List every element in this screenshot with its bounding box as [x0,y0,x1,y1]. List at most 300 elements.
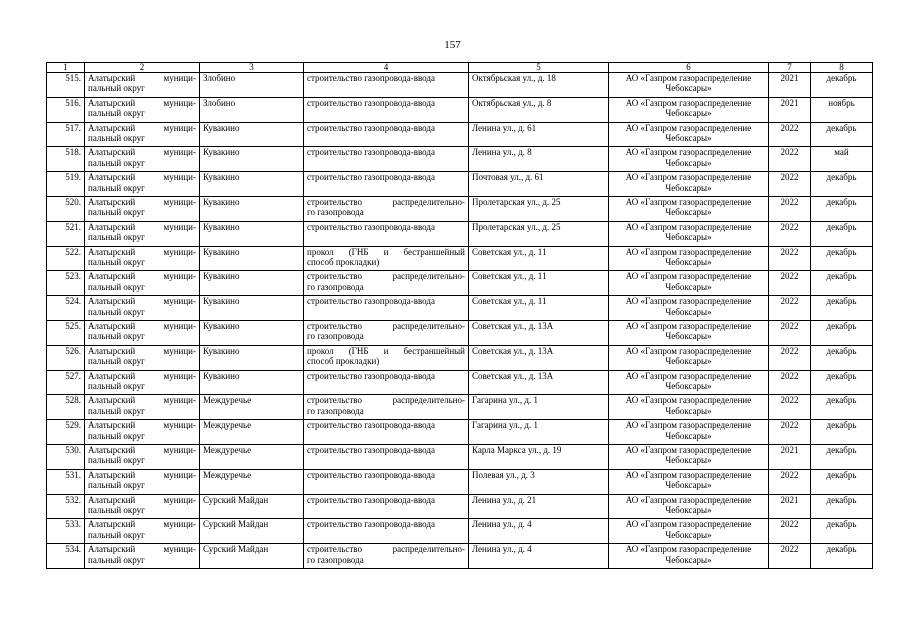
work-type-line-2: способ прокладки) [307,256,380,267]
operator-line-2: Чебоксары» [665,108,712,119]
district-line-2: пальный округ [88,331,145,342]
month-text: декабрь [826,345,857,356]
month-text: декабрь [826,519,857,530]
settlement-cell [200,494,304,519]
row-number [47,420,85,445]
row-number-text: 529. [65,420,81,431]
row-number-text: 532. [65,494,81,505]
district-word-2: муници- [163,395,196,406]
work-type-line-1 [307,395,465,405]
address-cell [469,147,609,172]
operator-line-1: АО «Газпром газораспределение [625,271,752,282]
work-type-word: бестраншейный [403,246,465,257]
row-number [47,444,85,469]
page-number: 157 [444,39,461,51]
settlement-cell [200,246,304,271]
address-text: Советская ул., д. 13А [472,345,554,356]
row-number-text: 520. [65,196,81,207]
year-text: 2022 [780,196,799,207]
work-type-line-2: го газопровода [307,331,364,342]
settlement-cell [200,296,304,321]
operator-cell [609,296,769,321]
work-type-line-1 [307,321,465,331]
work-type-line-1 [307,271,465,281]
address-text: Ленина ул., д. 4 [472,519,532,530]
year-text: 2022 [780,172,799,183]
district-word-1: Алатырский [88,147,136,158]
year-cell [769,122,811,147]
work-type-word: распределительно- [392,320,465,331]
year-text: 2022 [780,221,799,232]
month-cell [811,519,873,544]
work-type-cell [304,370,469,395]
address-cell [469,296,609,321]
month-text: декабрь [826,271,857,282]
work-type-line-1: строительство газопровода-ввода [307,97,435,108]
work-type-cell [304,444,469,469]
district-cell [85,345,200,370]
district-line-2: пальный округ [88,306,145,317]
operator-cell [609,494,769,519]
month-cell [811,122,873,147]
district-cell [85,444,200,469]
settlement-cell [200,73,304,98]
month-cell [811,246,873,271]
address-text: Октябрьская ул., д. 18 [472,73,556,83]
table-row [47,122,873,147]
settlement-text: Злобино [203,97,236,108]
row-number [47,147,85,172]
operator-cell [609,172,769,197]
operator-line-2: Чебоксары» [665,133,712,143]
settlement-text: Сурский Майдан [203,519,269,530]
address-text: Советская ул., д. 13А [472,370,554,381]
operator-line-2: Чебоксары» [665,256,712,267]
settlement-cell [200,544,304,569]
month-text: декабрь [826,196,857,207]
year-text: 2022 [780,469,799,480]
operator-line-1: АО «Газпром газораспределение [625,395,752,406]
settlement-cell [200,221,304,246]
month-cell [811,271,873,296]
column-number-2: 2 [85,63,200,73]
work-type-line-1: строительство газопровода-ввода [307,172,435,183]
work-type-line-1: строительство газопровода-ввода [307,147,435,158]
address-cell [469,420,609,445]
operator-cell [609,122,769,147]
district-word-1: Алатырский [88,420,136,431]
work-type-line-1: строительство газопровода-ввода [307,296,435,307]
work-type-word: и [383,246,389,257]
row-number-text: 533. [65,519,81,530]
year-cell [769,519,811,544]
row-number-text: 530. [65,444,81,455]
row-number-text: 526. [65,345,81,356]
month-cell [811,345,873,370]
work-type-cell [304,296,469,321]
month-text: декабрь [826,320,857,331]
address-cell [469,73,609,98]
district-word-2: муници- [163,122,196,133]
column-number-6: 6 [609,63,769,73]
work-type-line-2: го газопровода [307,281,364,292]
operator-line-1: АО «Газпром газораспределение [625,172,752,183]
work-type-cell [304,172,469,197]
settlement-cell [200,345,304,370]
operator-line-1: АО «Газпром газораспределение [625,97,752,108]
district-cell [85,420,200,445]
month-text: декабрь [826,172,857,183]
row-number-text: 515. [65,73,81,83]
address-text: Октябрьская ул., д. 8 [472,97,552,108]
table-row [47,519,873,544]
district-cell [85,147,200,172]
district-cell [85,519,200,544]
district-cell [85,370,200,395]
operator-cell [609,444,769,469]
district-cell [85,469,200,494]
column-number-row [47,63,873,73]
settlement-cell [200,172,304,197]
district-word-1: Алатырский [88,73,136,83]
work-type-word: (ГНБ [348,246,369,257]
district-word-2: муници- [163,345,196,356]
work-type-cell [304,73,469,98]
address-text: Пролетарская ул., д. 25 [472,196,561,207]
column-number-5: 5 [469,63,609,73]
work-type-line-2: способ прокладки) [307,356,380,367]
district-cell [85,122,200,147]
work-type-line-2: го газопровода [307,405,364,416]
settlement-text: Сурский Майдан [203,544,269,555]
district-word-1: Алатырский [88,519,136,530]
month-cell [811,444,873,469]
row-number-text: 519. [65,172,81,183]
operator-line-1: АО «Газпром газораспределение [625,345,752,356]
settlement-cell [200,147,304,172]
settlement-cell [200,271,304,296]
work-type-word: прокол [307,246,334,257]
district-word-2: муници- [163,221,196,232]
row-number-text: 527. [65,370,81,381]
operator-line-1: АО «Газпром газораспределение [625,246,752,257]
district-word-1: Алатырский [88,494,136,505]
operator-line-2: Чебоксары» [665,157,712,168]
district-word-1: Алатырский [88,320,136,331]
operator-line-2: Чебоксары» [665,405,712,416]
settlement-text: Междуречье [203,420,252,431]
work-type-line-1: строительство газопровода-ввода [307,519,435,530]
operator-cell [609,147,769,172]
month-text: декабрь [826,420,857,431]
district-line-2: пальный округ [88,529,145,540]
district-word-2: муници- [163,420,196,431]
address-cell [469,196,609,221]
address-cell [469,444,609,469]
column-number-8: 8 [811,63,873,73]
month-cell [811,196,873,221]
month-cell [811,494,873,519]
district-line-2: пальный округ [88,207,145,218]
operator-cell [609,395,769,420]
row-number [47,469,85,494]
work-type-cell [304,147,469,172]
work-type-line-1: строительство газопровода-ввода [307,420,435,431]
address-text: Ленина ул., д. 8 [472,147,532,158]
settlement-cell [200,395,304,420]
month-cell [811,221,873,246]
month-cell [811,320,873,345]
address-cell [469,246,609,271]
row-number [47,122,85,147]
year-text: 2022 [780,320,799,331]
column-number-3: 3 [200,63,304,73]
row-number [47,519,85,544]
year-text: 2022 [780,345,799,356]
work-type-line-1 [307,247,465,257]
work-type-line-1 [307,544,465,554]
operator-line-2: Чебоксары» [665,356,712,367]
district-word-1: Алатырский [88,172,136,183]
address-cell [469,122,609,147]
work-type-cell [304,271,469,296]
settlement-text: Сурский Майдан [203,494,269,505]
work-type-line-1 [307,197,465,207]
year-cell [769,345,811,370]
district-cell [85,196,200,221]
operator-line-2: Чебоксары» [665,380,712,391]
settlement-text: Кувакино [203,122,240,133]
district-word-2: муници- [163,271,196,282]
year-text: 2022 [780,544,799,555]
settlement-cell [200,320,304,345]
month-text: декабрь [826,296,857,307]
district-word-1: Алатырский [88,246,136,257]
address-text: Почтовая ул., д. 61 [472,172,544,183]
settlement-text: Кувакино [203,320,240,331]
district-cell [85,271,200,296]
table-row [47,73,873,98]
table-row [47,320,873,345]
district-cell [85,320,200,345]
address-text: Гагарина ул., д. 1 [472,420,538,431]
address-text: Полевая ул., д. 3 [472,469,535,480]
settlement-text: Междуречье [203,395,252,406]
month-cell [811,395,873,420]
district-line-2: пальный округ [88,281,145,292]
address-text: Советская ул., д. 13А [472,320,554,331]
month-text: декабрь [826,246,857,257]
settlement-cell [200,97,304,122]
district-cell [85,97,200,122]
year-text: 2022 [780,519,799,530]
address-cell [469,221,609,246]
year-text: 2022 [780,370,799,381]
year-cell [769,494,811,519]
work-type-cell [304,469,469,494]
settlement-cell [200,444,304,469]
district-line-2: пальный округ [88,504,145,515]
district-word-1: Алатырский [88,122,136,133]
operator-line-1: АО «Газпром газораспределение [625,122,752,133]
address-cell [469,544,609,569]
work-type-cell [304,246,469,271]
table-row [47,395,873,420]
year-text: 2022 [780,296,799,307]
district-word-2: муници- [163,147,196,158]
table-row [47,147,873,172]
year-text: 2021 [780,97,799,108]
settlement-text: Кувакино [203,147,240,158]
district-word-2: муници- [163,544,196,555]
year-cell [769,370,811,395]
operator-line-2: Чебоксары» [665,430,712,441]
operator-cell [609,519,769,544]
month-text: декабрь [826,395,857,406]
settlement-cell [200,196,304,221]
district-line-2: пальный округ [88,108,145,119]
district-cell [85,221,200,246]
operator-line-1: АО «Газпром газораспределение [625,469,752,480]
table-row [47,97,873,122]
operator-line-2: Чебоксары» [665,281,712,292]
row-number [47,544,85,569]
operator-cell [609,73,769,98]
row-number [47,196,85,221]
district-word-2: муници- [163,519,196,530]
row-number-text: 523. [65,271,81,282]
work-type-cell [304,221,469,246]
operator-line-1: АО «Газпром газораспределение [625,221,752,232]
row-number [47,73,85,98]
work-type-cell [304,544,469,569]
work-type-word: распределительно- [392,196,465,207]
settlement-text: Кувакино [203,246,240,257]
address-cell [469,494,609,519]
operator-line-2: Чебоксары» [665,504,712,515]
settlement-cell [200,469,304,494]
row-number-text: 517. [65,122,81,133]
operator-cell [609,246,769,271]
work-type-cell [304,519,469,544]
district-word-2: муници- [163,370,196,381]
row-number-text: 518. [65,147,81,158]
operator-line-1: АО «Газпром газораспределение [625,519,752,530]
row-number [47,97,85,122]
district-word-1: Алатырский [88,296,136,307]
operator-line-2: Чебоксары» [665,480,712,491]
year-cell [769,544,811,569]
month-text: декабрь [826,73,857,83]
district-cell [85,494,200,519]
district-line-2: пальный округ [88,182,145,193]
year-cell [769,172,811,197]
operator-line-2: Чебоксары» [665,182,712,193]
district-word-2: муници- [163,172,196,183]
row-number [47,494,85,519]
work-type-cell [304,320,469,345]
year-text: 2022 [780,271,799,282]
district-word-1: Алатырский [88,345,136,356]
table-row [47,271,873,296]
year-cell [769,420,811,445]
work-type-cell [304,196,469,221]
table-row [47,246,873,271]
settlement-text: Злобино [203,73,236,83]
address-cell [469,97,609,122]
table-row [47,469,873,494]
operator-line-2: Чебоксары» [665,232,712,243]
district-cell [85,544,200,569]
operator-cell [609,320,769,345]
address-cell [469,271,609,296]
row-number [47,246,85,271]
column-number-7: 7 [769,63,811,73]
month-cell [811,296,873,321]
settlement-text: Кувакино [203,296,240,307]
work-type-line-1 [307,346,465,356]
table-row [47,196,873,221]
month-text: декабрь [826,370,857,381]
address-text: Карла Маркса ул., д. 19 [472,444,562,455]
work-type-word: строительство [307,544,362,555]
district-line-2: пальный округ [88,455,145,466]
operator-line-1: АО «Газпром газораспределение [625,544,752,555]
year-text: 2021 [780,494,799,505]
district-line-2: пальный округ [88,157,145,168]
year-cell [769,395,811,420]
year-text: 2021 [780,444,799,455]
address-text: Гагарина ул., д. 1 [472,395,538,406]
settlement-cell [200,519,304,544]
year-cell [769,444,811,469]
address-cell [469,345,609,370]
district-word-2: муници- [163,296,196,307]
month-cell [811,370,873,395]
month-cell [811,469,873,494]
district-line-2: пальный округ [88,83,145,94]
address-text: Ленина ул., д. 4 [472,544,532,555]
operator-cell [609,196,769,221]
year-text: 2021 [780,73,799,83]
row-number-text: 534. [65,544,81,555]
work-type-cell [304,395,469,420]
year-cell [769,320,811,345]
work-type-cell [304,494,469,519]
work-type-line-2: го газопровода [307,207,364,218]
settlement-cell [200,420,304,445]
district-line-2: пальный округ [88,380,145,391]
operator-line-1: АО «Газпром газораспределение [625,296,752,307]
address-text: Советская ул., д. 11 [472,271,547,282]
operator-line-1: АО «Газпром газораспределение [625,73,752,83]
district-line-2: пальный округ [88,554,145,565]
work-type-word: распределительно- [392,395,465,406]
work-type-line-1: строительство газопровода-ввода [307,469,435,480]
year-text: 2022 [780,147,799,158]
row-number-text: 531. [65,469,81,480]
row-number [47,320,85,345]
work-type-line-1: строительство газопровода-ввода [307,370,435,381]
operator-cell [609,97,769,122]
work-type-line-1: строительство газопровода-ввода [307,122,435,133]
table-row [47,544,873,569]
year-cell [769,296,811,321]
district-line-2: пальный округ [88,356,145,367]
year-cell [769,97,811,122]
district-word-1: Алатырский [88,469,136,480]
address-cell [469,370,609,395]
